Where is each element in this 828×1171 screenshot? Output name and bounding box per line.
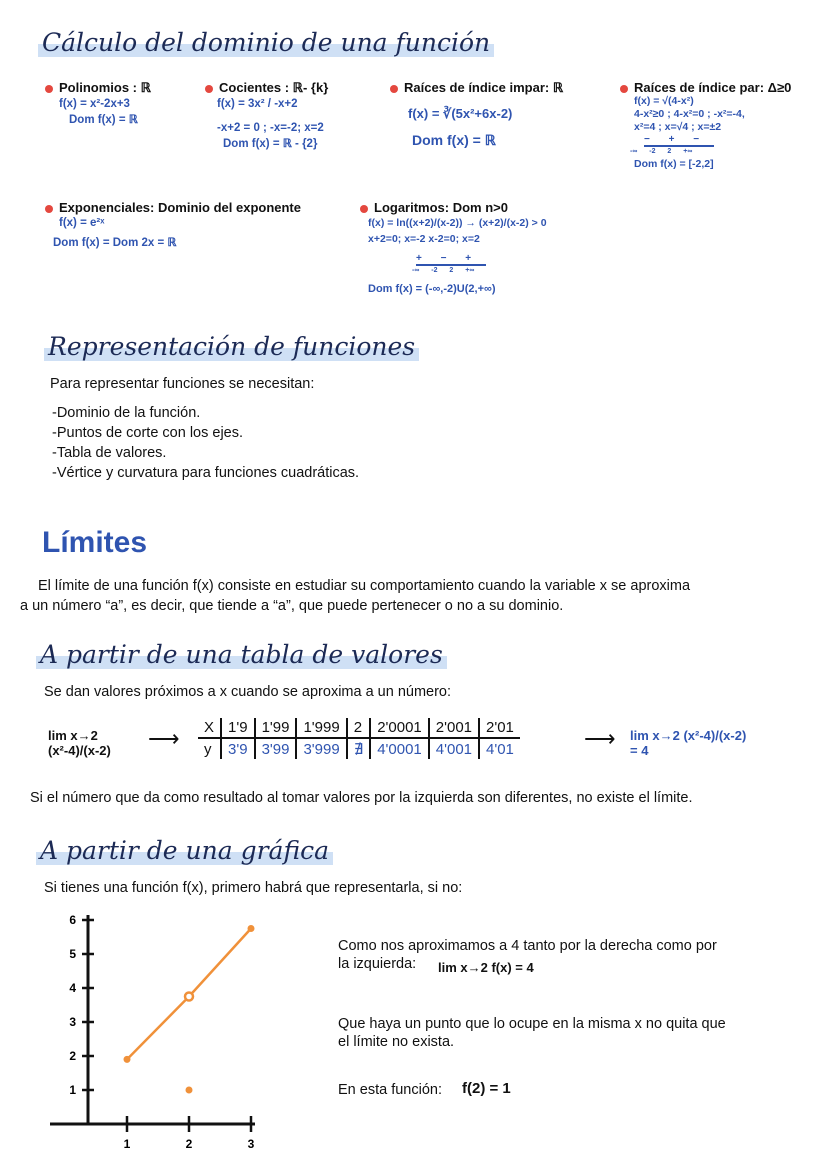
table-cell: 1'999 bbox=[296, 718, 346, 738]
table-row-y bbox=[198, 738, 520, 759]
table-cell: 2'0001 bbox=[370, 718, 429, 738]
graph-text: el límite no exista. bbox=[338, 1034, 455, 1050]
representation-intro: Para representar funciones se necesitan: bbox=[50, 376, 315, 392]
values-table bbox=[198, 718, 520, 759]
table-cell: 4'001 bbox=[429, 738, 479, 759]
line: f(x) = e²ˣ bbox=[59, 217, 105, 229]
line: Dom f(x) = ℝ bbox=[69, 114, 138, 126]
domain-exponentials bbox=[45, 200, 301, 251]
section-title-limits: Límites bbox=[42, 526, 148, 559]
table-cell: 3'999 bbox=[296, 738, 346, 759]
x-tick-label: 1 bbox=[123, 1137, 131, 1151]
list-item: -Vértice y curvatura para funciones cuadráticas. bbox=[52, 465, 360, 481]
table-cell: 4'01 bbox=[479, 738, 520, 759]
function-graph bbox=[40, 900, 320, 1160]
limit-result: lim x→2 (x²-4)/(x-2) = 4 bbox=[630, 728, 747, 758]
sign-chart: + − + bbox=[416, 253, 486, 266]
line: Dom f(x) = [-2,2] bbox=[634, 158, 714, 170]
table-row-x bbox=[198, 718, 520, 738]
table-cell: 4'0001 bbox=[370, 738, 429, 759]
bullet-icon bbox=[45, 85, 53, 93]
line: Dom f(x) = ℝ - {2} bbox=[223, 138, 318, 150]
bullet-icon bbox=[205, 85, 213, 93]
open-point bbox=[185, 993, 193, 1001]
line: f(x) = ln((x+2)/(x-2)) → (x+2)/(x-2) > 0 bbox=[368, 217, 547, 229]
line: x+2=0; x=-2 x-2=0; x=2 bbox=[368, 233, 480, 245]
sign-chart: − + − bbox=[644, 134, 714, 147]
heading: Raíces de índice par: Δ≥0 bbox=[634, 80, 792, 95]
section-title-graph: A partir de una gráfica bbox=[36, 836, 333, 865]
line: f(x) = 3x² / -x+2 bbox=[217, 98, 298, 110]
filled-point bbox=[248, 925, 255, 932]
heading: Logaritmos: Dom n>0 bbox=[374, 200, 508, 215]
domain-polynomials bbox=[45, 80, 151, 128]
arrow-icon: ⟶ bbox=[584, 726, 616, 751]
line: f(x) = x²-2x+3 bbox=[59, 98, 130, 110]
bullet-icon bbox=[620, 85, 628, 93]
filled-point bbox=[186, 1087, 193, 1094]
line: f(x) = √(4-x²) bbox=[634, 95, 694, 107]
table-cell: 2'001 bbox=[429, 718, 479, 738]
y-tick-label: 4 bbox=[69, 981, 76, 995]
y-tick-label: 3 bbox=[69, 1015, 76, 1029]
heading: Exponenciales: Dominio del exponente bbox=[59, 200, 301, 215]
table-cell: 1'99 bbox=[255, 718, 297, 738]
heading: Polinomios : ℝ bbox=[59, 80, 151, 95]
graph-intro: Si tienes una función f(x), primero habrá que representarla, si no: bbox=[44, 880, 463, 896]
sign-chart-labels: -∞ -2 2 +∞ bbox=[630, 148, 693, 155]
limits-paragraph-line: a un número “a”, es decir, que tiende a “a”, que puede pertenecer o no a su dominio. bbox=[20, 598, 564, 614]
table-intro: Se dan valores próximos a x cuando se aproxima a un número: bbox=[44, 684, 452, 700]
line: f(x) = ∛(5x²+6x-2) bbox=[408, 106, 513, 121]
section-title-representation: Representación de funciones bbox=[44, 332, 419, 361]
domain-logarithms bbox=[360, 200, 547, 297]
list-item: -Dominio de la función. bbox=[52, 405, 201, 421]
bullet-icon bbox=[390, 85, 398, 93]
heading: Raíces de índice impar: ℝ bbox=[404, 80, 564, 95]
table-cell: 3'99 bbox=[255, 738, 297, 759]
table-cell: 3'9 bbox=[221, 738, 255, 759]
bullet-icon bbox=[360, 205, 368, 213]
limit-expression: lim x→2 (x²-4)/(x-2) bbox=[48, 728, 111, 758]
section-title-domain: Cálculo del dominio de una función bbox=[38, 28, 494, 57]
filled-point bbox=[124, 1056, 131, 1063]
graph-text: En esta función: bbox=[338, 1082, 442, 1098]
y-tick-label: 6 bbox=[69, 913, 76, 927]
line: 4-x²≥0 ; 4-x²=0 ; -x²=-4, bbox=[634, 108, 745, 120]
domain-even-roots bbox=[620, 80, 791, 172]
sign-chart-labels: -∞ -2 2 +∞ bbox=[412, 267, 475, 274]
table-cell: 1'9 bbox=[221, 718, 255, 738]
section-title-table: A partir de una tabla de valores bbox=[36, 640, 447, 669]
line: x²=4 ; x=√4 ; x=±2 bbox=[634, 121, 722, 133]
table-cell: ∄ bbox=[347, 738, 370, 759]
line: -x+2 = 0 ; -x=-2; x=2 bbox=[217, 122, 324, 134]
table-cell: y bbox=[204, 740, 212, 758]
y-tick-label: 2 bbox=[69, 1049, 76, 1063]
representation-list bbox=[52, 403, 359, 483]
x-tick-label: 3 bbox=[247, 1137, 255, 1151]
list-item: -Puntos de corte con los ejes. bbox=[52, 425, 244, 441]
graph-text: Como nos aproximamos a 4 tanto por la derecha como por bbox=[338, 938, 717, 954]
x-tick-label: 2 bbox=[185, 1137, 193, 1151]
list-item: -Tabla de valores. bbox=[52, 445, 167, 461]
y-tick-label: 5 bbox=[69, 947, 76, 961]
table-cell: X bbox=[198, 718, 221, 738]
heading: Cocientes : ℝ- {k} bbox=[219, 80, 329, 95]
line: Dom f(x) = (-∞,-2)U(2,+∞) bbox=[368, 283, 496, 295]
graph-limit: lim x→2 f(x) = 4 bbox=[438, 960, 534, 975]
table-cell: 2 bbox=[347, 718, 370, 738]
graph-text: Que haya un punto que lo ocupe en la misma x no quita que bbox=[338, 1016, 726, 1032]
domain-odd-roots bbox=[390, 80, 563, 148]
bullet-icon bbox=[45, 205, 53, 213]
domain-quotients bbox=[205, 80, 328, 152]
line: Dom f(x) = ℝ bbox=[412, 132, 496, 148]
table-note: Si el número que da como resultado al tomar valores por la izquierda son diferentes, no existe el límite. bbox=[30, 790, 693, 806]
y-tick-label: 1 bbox=[69, 1083, 76, 1097]
line: Dom f(x) = Dom 2x = ℝ bbox=[53, 237, 177, 249]
table-cell: 2'01 bbox=[479, 718, 520, 738]
graph-text: la izquierda: bbox=[338, 956, 417, 972]
limits-paragraph-line: El límite de una función f(x) consiste en estudiar su comportamiento cuando la variable x se aproxima bbox=[38, 578, 691, 594]
arrow-icon: ⟶ bbox=[148, 726, 180, 751]
graph-value: f(2) = 1 bbox=[462, 1080, 511, 1097]
